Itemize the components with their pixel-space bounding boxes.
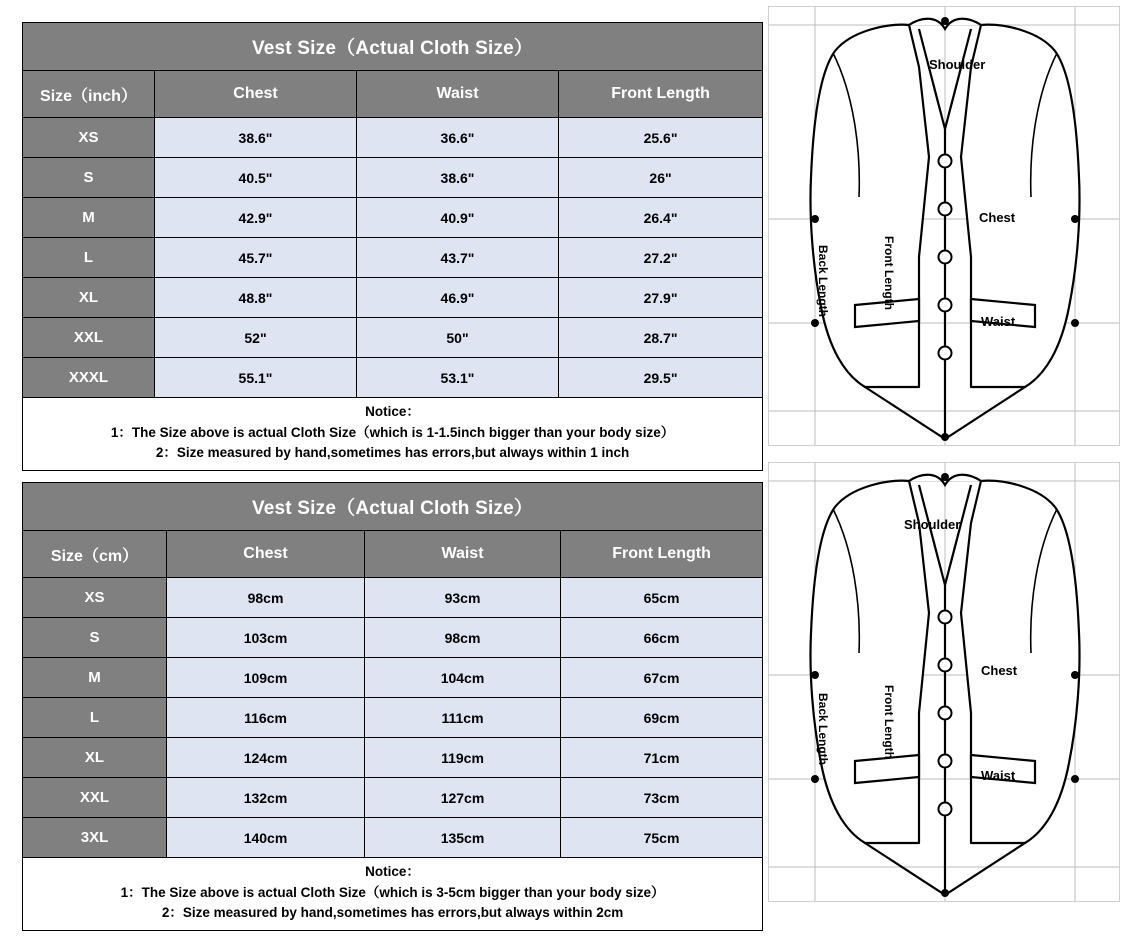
cell-waist: 38.6" <box>357 158 559 198</box>
cell-front-length: 27.2" <box>559 238 763 278</box>
column-header-size: Size（cm） <box>23 531 167 578</box>
size-table-inch <box>22 22 763 471</box>
cell-waist: 104cm <box>365 658 561 698</box>
cell-chest: 124cm <box>167 738 365 778</box>
cell-front-length: 25.6" <box>559 118 763 158</box>
notice-line: Notice： <box>365 864 420 879</box>
table-row <box>23 238 763 278</box>
cell-chest: 40.5" <box>155 158 357 198</box>
table-row <box>23 618 763 658</box>
cell-chest: 55.1" <box>155 358 357 398</box>
row-size-label: XS <box>23 578 167 618</box>
row-size-label: XS <box>23 118 155 158</box>
label-back-length: Back Length <box>816 693 830 766</box>
vest-diagram-cm <box>768 462 1120 902</box>
cell-front-length: 26.4" <box>559 198 763 238</box>
cell-front-length: 27.9" <box>559 278 763 318</box>
cell-waist: 43.7" <box>357 238 559 278</box>
column-header-waist: Waist <box>357 71 559 118</box>
table-row <box>23 778 763 818</box>
cell-chest: 103cm <box>167 618 365 658</box>
cell-waist: 127cm <box>365 778 561 818</box>
cell-waist: 53.1" <box>357 358 559 398</box>
row-size-label: XXL <box>23 318 155 358</box>
table-header-row <box>23 531 763 578</box>
table-row <box>23 658 763 698</box>
cell-chest: 109cm <box>167 658 365 698</box>
table-row <box>23 318 763 358</box>
notice-row <box>23 858 763 931</box>
cell-chest: 132cm <box>167 778 365 818</box>
label-back-length: Back Length <box>816 245 830 318</box>
cell-chest: 42.9" <box>155 198 357 238</box>
column-header-front-length: Front Length <box>561 531 763 578</box>
cell-waist: 93cm <box>365 578 561 618</box>
row-size-label: XXXL <box>23 358 155 398</box>
table-row <box>23 738 763 778</box>
label-front-length: Front Length <box>882 236 896 310</box>
row-size-label: L <box>23 238 155 278</box>
notice-row <box>23 398 763 471</box>
cell-front-length: 28.7" <box>559 318 763 358</box>
notice-block <box>23 858 763 931</box>
table-title: Vest Size（Actual Cloth Size） <box>23 483 763 531</box>
row-size-label: S <box>23 618 167 658</box>
label-chest: Chest <box>981 663 1018 678</box>
cell-front-length: 67cm <box>561 658 763 698</box>
cell-chest: 48.8" <box>155 278 357 318</box>
cell-waist: 111cm <box>365 698 561 738</box>
table-row <box>23 358 763 398</box>
row-size-label: XL <box>23 738 167 778</box>
cell-front-length: 71cm <box>561 738 763 778</box>
cell-front-length: 26" <box>559 158 763 198</box>
row-size-label: 3XL <box>23 818 167 858</box>
row-size-label: XL <box>23 278 155 318</box>
vest-diagram-inch <box>768 6 1120 446</box>
column-header-size: Size（inch） <box>23 71 155 118</box>
cell-waist: 40.9" <box>357 198 559 238</box>
table-title: Vest Size（Actual Cloth Size） <box>23 23 763 71</box>
column-header-front-length: Front Length <box>559 71 763 118</box>
cell-chest: 45.7" <box>155 238 357 278</box>
row-size-label: L <box>23 698 167 738</box>
column-header-chest: Chest <box>167 531 365 578</box>
table-row <box>23 698 763 738</box>
label-shoulder: Shoulder <box>929 57 986 72</box>
cell-chest: 98cm <box>167 578 365 618</box>
vest-illustration <box>769 7 1119 445</box>
row-size-label: XXL <box>23 778 167 818</box>
cell-waist: 36.6" <box>357 118 559 158</box>
cell-waist: 50" <box>357 318 559 358</box>
row-size-label: M <box>23 658 167 698</box>
label-shoulder: Shoulder <box>904 517 961 532</box>
table-title-row <box>23 23 763 71</box>
label-chest: Chest <box>979 210 1016 225</box>
cell-waist: 135cm <box>365 818 561 858</box>
table-row <box>23 158 763 198</box>
table-row <box>23 578 763 618</box>
column-header-waist: Waist <box>365 531 561 578</box>
cell-front-length: 73cm <box>561 778 763 818</box>
size-table-cm <box>22 482 763 931</box>
cell-front-length: 65cm <box>561 578 763 618</box>
notice-block <box>23 398 763 471</box>
cell-waist: 119cm <box>365 738 561 778</box>
cell-front-length: 75cm <box>561 818 763 858</box>
cell-waist: 46.9" <box>357 278 559 318</box>
table-row <box>23 118 763 158</box>
cell-chest: 38.6" <box>155 118 357 158</box>
table-row <box>23 198 763 238</box>
row-size-label: S <box>23 158 155 198</box>
table-header-row <box>23 71 763 118</box>
cell-waist: 98cm <box>365 618 561 658</box>
cell-chest: 116cm <box>167 698 365 738</box>
table-row <box>23 818 763 858</box>
label-front-length: Front Length <box>882 685 896 759</box>
column-header-chest: Chest <box>155 71 357 118</box>
notice-line: 1：The Size above is actual Cloth Size（which is 1-1.5inch bigger than your body size） <box>110 424 675 440</box>
cell-front-length: 66cm <box>561 618 763 658</box>
cell-front-length: 69cm <box>561 698 763 738</box>
label-waist: Waist <box>981 314 1016 329</box>
label-waist: Waist <box>981 768 1016 783</box>
cell-chest: 52" <box>155 318 357 358</box>
notice-line: Notice： <box>365 404 420 419</box>
notice-line: 2：Size measured by hand,sometimes has errors,but always within 1 inch <box>155 445 630 461</box>
row-size-label: M <box>23 198 155 238</box>
notice-line: 2：Size measured by hand,sometimes has errors,but always within 2cm <box>161 905 624 921</box>
table-row <box>23 278 763 318</box>
notice-line: 1：The Size above is actual Cloth Size（which is 3-5cm bigger than your body size） <box>120 884 665 900</box>
cell-chest: 140cm <box>167 818 365 858</box>
cell-front-length: 29.5" <box>559 358 763 398</box>
table-title-row <box>23 483 763 531</box>
